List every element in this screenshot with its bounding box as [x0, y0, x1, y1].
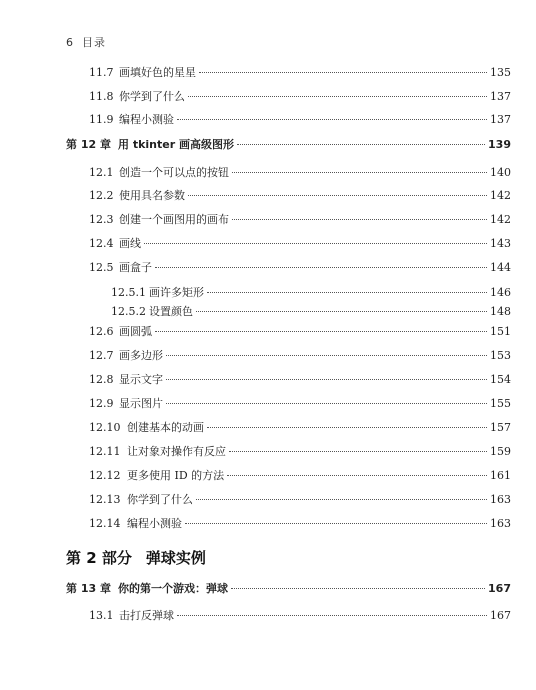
entry-title: 显示图片	[119, 397, 163, 410]
toc-entry	[89, 421, 511, 435]
header-page-number: 6	[66, 36, 74, 49]
toc-entry	[89, 113, 511, 127]
toc-entry	[89, 349, 511, 363]
toc-chapter-entry	[66, 582, 511, 596]
entry-number: 13.1	[89, 609, 114, 622]
dot-leader	[227, 475, 487, 476]
entry-number: 12.3	[89, 213, 114, 226]
chapter-page: 139	[488, 138, 511, 151]
dot-leader	[231, 588, 485, 589]
entry-title: 画填好色的星星	[119, 66, 196, 79]
toc-entry	[89, 166, 511, 180]
entry-number: 12.1	[89, 166, 114, 179]
entry-title: 显示文字	[119, 373, 163, 386]
entry-number: 12.11	[89, 445, 121, 458]
dot-leader	[155, 331, 487, 332]
dot-leader	[188, 96, 487, 97]
header-title: 目录	[82, 36, 106, 49]
entry-number: 12.13	[89, 493, 121, 506]
entry-number: 12.6	[89, 325, 114, 338]
entry-page: 137	[490, 113, 511, 126]
entry-title: 你学到了什么	[119, 90, 185, 103]
entry-page: 153	[490, 349, 511, 362]
entry-page: 155	[490, 397, 511, 410]
entry-number: 12.2	[89, 189, 114, 202]
toc-entry	[89, 237, 511, 251]
toc-entry	[89, 66, 511, 80]
toc-subentry	[111, 286, 511, 300]
dot-leader	[177, 615, 487, 616]
toc-entry	[89, 609, 511, 623]
entry-page: 157	[490, 421, 511, 434]
entry-number: 12.12	[89, 469, 121, 482]
entry-page: 146	[490, 286, 511, 299]
entry-number: 12.14	[89, 517, 121, 530]
dot-leader	[166, 355, 487, 356]
entry-title: 创建一个画图用的画布	[119, 213, 229, 226]
entry-number: 12.9	[89, 397, 114, 410]
entry-number: 11.7	[89, 66, 114, 79]
entry-page: 151	[490, 325, 511, 338]
entry-number: 12.8	[89, 373, 114, 386]
entry-number: 12.5.2	[111, 305, 146, 318]
entry-title: 画许多矩形	[149, 286, 204, 299]
entry-title: 击打反弹球	[119, 609, 174, 622]
toc-entry	[89, 373, 511, 387]
entry-page: 135	[490, 66, 511, 79]
entry-title: 让对象对操作有反应	[127, 445, 226, 458]
entry-title: 画线	[119, 237, 141, 250]
toc-entry	[89, 517, 511, 531]
entry-page: 140	[490, 166, 511, 179]
entry-page: 163	[490, 493, 511, 506]
toc-entry	[89, 325, 511, 339]
toc-chapter-entry	[66, 138, 511, 152]
entry-page: 163	[490, 517, 511, 530]
chapter-number: 第 13 章	[66, 582, 111, 595]
toc-entry	[89, 397, 511, 411]
entry-title: 编程小测验	[127, 517, 182, 530]
entry-title: 你学到了什么	[127, 493, 193, 506]
entry-number: 11.9	[89, 113, 114, 126]
entry-number: 12.7	[89, 349, 114, 362]
entry-number: 12.10	[89, 421, 121, 434]
dot-leader	[185, 523, 487, 524]
dot-leader	[196, 311, 487, 312]
dot-leader	[166, 379, 487, 380]
entry-title: 画圆弧	[119, 325, 152, 338]
part-heading	[66, 547, 206, 568]
dot-leader	[229, 451, 487, 452]
toc-entry	[89, 213, 511, 227]
dot-leader	[207, 427, 487, 428]
chapter-number: 第 12 章	[66, 138, 111, 151]
dot-leader	[207, 292, 487, 293]
dot-leader	[199, 72, 487, 73]
dot-leader	[155, 267, 487, 268]
entry-number: 12.5.1	[111, 286, 146, 299]
entry-number: 12.4	[89, 237, 114, 250]
entry-title: 画多边形	[119, 349, 163, 362]
toc-entry	[89, 469, 511, 483]
entry-page: 159	[490, 445, 511, 458]
toc-entry	[89, 445, 511, 459]
entry-page: 167	[490, 609, 511, 622]
toc-entry	[89, 493, 511, 507]
entry-page: 142	[490, 189, 511, 202]
entry-page: 161	[490, 469, 511, 482]
entry-number: 11.8	[89, 90, 114, 103]
entry-title: 创建基本的动画	[127, 421, 204, 434]
dot-leader	[177, 119, 487, 120]
entry-page: 143	[490, 237, 511, 250]
dot-leader	[232, 219, 487, 220]
entry-page: 154	[490, 373, 511, 386]
chapter-page: 167	[488, 582, 511, 595]
entry-title: 使用具名参数	[119, 189, 185, 202]
dot-leader	[166, 403, 487, 404]
part-number: 第 2 部分	[66, 549, 132, 567]
dot-leader	[232, 172, 487, 173]
part-title: 弹球实例	[145, 549, 206, 567]
entry-page: 148	[490, 305, 511, 318]
entry-title: 编程小测验	[119, 113, 174, 126]
entry-title: 设置颜色	[149, 305, 193, 318]
dot-leader	[144, 243, 487, 244]
toc-entry	[89, 261, 511, 275]
entry-title: 创造一个可以点的按钮	[119, 166, 229, 179]
entry-title: 更多使用 ID 的方法	[127, 469, 225, 482]
dot-leader	[196, 499, 487, 500]
entry-page: 137	[490, 90, 511, 103]
entry-page: 142	[490, 213, 511, 226]
toc-entry	[89, 189, 511, 203]
dot-leader	[237, 144, 485, 145]
entry-title: 画盒子	[119, 261, 152, 274]
entry-page: 144	[490, 261, 511, 274]
dot-leader	[188, 195, 487, 196]
chapter-title: 用 tkinter 画高级图形	[118, 138, 234, 151]
toc-entry	[89, 90, 511, 104]
toc-subentry	[111, 305, 511, 319]
entry-number: 12.5	[89, 261, 114, 274]
chapter-title: 你的第一个游戏：弹球	[118, 582, 228, 595]
